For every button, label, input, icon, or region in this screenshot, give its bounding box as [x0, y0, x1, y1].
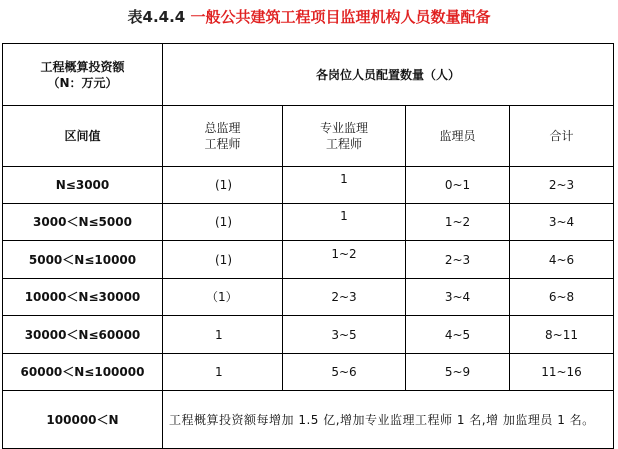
total-cell: 2~3	[510, 167, 614, 204]
specialist-engineer-value: 1	[340, 172, 348, 186]
investment-header	[3, 44, 163, 106]
investment-header-line1: 工程概算投资额	[40, 59, 125, 74]
table-row	[3, 241, 614, 279]
total-cell: 8~11	[510, 316, 614, 354]
table-row	[3, 204, 614, 241]
specialist-engineer-header-line1: 专业监理	[319, 121, 368, 135]
table-row	[3, 167, 614, 204]
range-cell: 3000＜N≤5000	[3, 204, 163, 241]
supervisor-cell: 3~4	[406, 279, 510, 316]
specialist-engineer-cell: 3~5	[283, 316, 406, 354]
specialist-engineer-cell	[283, 167, 406, 204]
chief-engineer-cell: 1	[163, 354, 283, 391]
group-header: 各岗位人员配置数量（人）	[163, 44, 614, 106]
header-row-2	[3, 106, 614, 167]
specialist-engineer-cell: 2~3	[283, 279, 406, 316]
chief-engineer-cell: (1)	[163, 167, 283, 204]
total-cell: 3~4	[510, 204, 614, 241]
table-title-text: 一般公共建筑工程项目监理机构人员数量配备	[190, 8, 491, 26]
table-row-last	[3, 391, 614, 449]
range-cell: 100000＜N	[3, 391, 163, 449]
staffing-table	[2, 43, 614, 449]
specialist-engineer-cell: 5~6	[283, 354, 406, 391]
total-cell: 11~16	[510, 354, 614, 391]
table-title	[0, 6, 618, 28]
supervisor-cell: 0~1	[406, 167, 510, 204]
table-row	[3, 354, 614, 391]
increment-note: 工程概算投资额每增加 1.5 亿,增加专业监理工程师 1 名,增 加监理员 1 名。	[163, 391, 614, 449]
chief-engineer-cell: 1	[163, 316, 283, 354]
range-cell: 60000＜N≤100000	[3, 354, 163, 391]
specialist-engineer-cell	[283, 241, 406, 279]
chief-engineer-cell: (1)	[163, 204, 283, 241]
table-row	[3, 279, 614, 316]
supervisor-cell: 5~9	[406, 354, 510, 391]
supervisor-cell: 4~5	[406, 316, 510, 354]
specialist-engineer-value: 1	[340, 209, 348, 223]
total-cell: 4~6	[510, 241, 614, 279]
total-cell: 6~8	[510, 279, 614, 316]
range-cell: 30000＜N≤60000	[3, 316, 163, 354]
specialist-engineer-value: 1~2	[331, 246, 357, 261]
range-cell: 10000＜N≤30000	[3, 279, 163, 316]
supervisor-header: 监理员	[406, 106, 510, 167]
header-row-1	[3, 44, 614, 106]
investment-header-line2: （N：万元）	[47, 75, 118, 90]
range-cell: N≤3000	[3, 167, 163, 204]
supervisor-cell: 1~2	[406, 204, 510, 241]
chief-engineer-header-line1: 总监理	[204, 121, 241, 135]
chief-engineer-header	[163, 106, 283, 167]
chief-engineer-header-line2: 工程师	[204, 137, 241, 151]
range-header: 区间值	[3, 106, 163, 167]
total-header: 合计	[510, 106, 614, 167]
chief-engineer-cell: （1）	[163, 279, 283, 316]
supervisor-cell: 2~3	[406, 241, 510, 279]
table-number: 表4.4.4	[127, 8, 186, 26]
chief-engineer-cell: (1)	[163, 241, 283, 279]
specialist-engineer-cell	[283, 204, 406, 241]
table-row	[3, 316, 614, 354]
range-cell: 5000＜N≤10000	[3, 241, 163, 279]
specialist-engineer-header-line2: 工程师	[325, 137, 362, 151]
specialist-engineer-header	[283, 106, 406, 167]
